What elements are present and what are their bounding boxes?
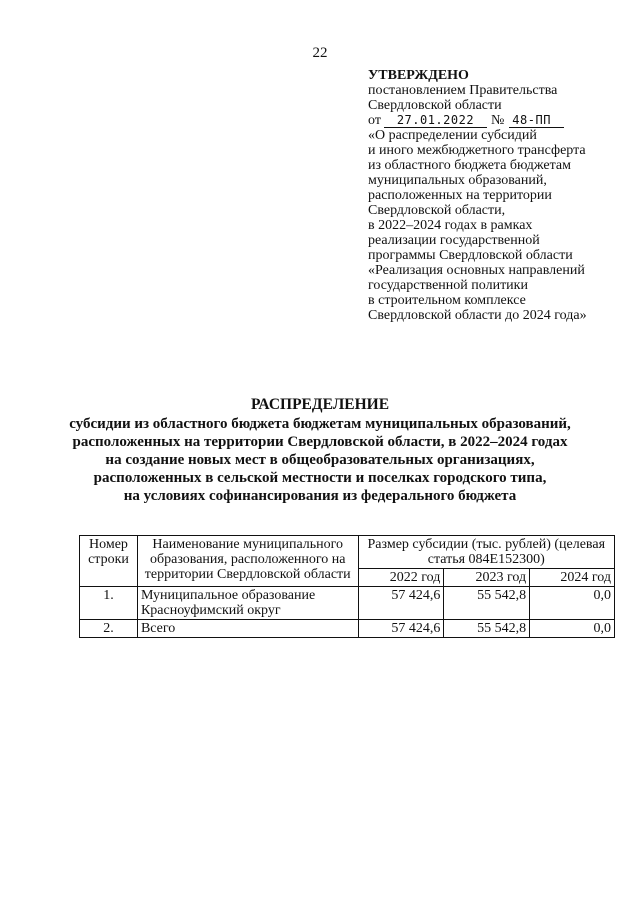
approval-subject-line: «О распределении субсидий: [368, 128, 537, 143]
row-value: 0,0: [530, 620, 615, 638]
approval-line: Свердловской области: [368, 98, 502, 113]
row-value: 0,0: [530, 587, 615, 620]
subtitle-line: субсидии из областного бюджета бюджетам муниципальных образований,: [69, 416, 571, 432]
number-prefix: №: [490, 113, 505, 128]
subtitle-line: на условиях софинансирования из федерального бюджета: [123, 488, 517, 504]
header-year: 2022 год: [358, 569, 444, 587]
approval-date: 27.01.2022: [384, 114, 487, 128]
approval-subject-line: «Реализация основных направлений: [368, 263, 585, 278]
row-value: 55 542,8: [444, 620, 530, 638]
approval-date-line: [368, 113, 630, 128]
subsidy-table: [79, 535, 615, 638]
approval-subject-line: Свердловской области до 2024 года»: [368, 308, 587, 323]
row-value: 55 542,8: [444, 587, 530, 620]
table-row-total: [80, 620, 615, 638]
approval-subject-line: из областного бюджета бюджетам: [368, 158, 571, 173]
row-name: Муниципальное образование Красноуфимский округ: [137, 587, 358, 620]
approval-subject-line: в строительном комплексе: [368, 293, 526, 308]
approval-number: 48-ПП: [509, 114, 564, 128]
date-prefix: от: [368, 113, 381, 128]
heading: РАСПРЕДЕЛЕНИЕ: [250, 396, 390, 413]
approval-subject-line: муниципальных образований,: [368, 173, 547, 188]
approval-block: [368, 68, 630, 323]
row-number: 2.: [80, 620, 138, 638]
subtitle-line: расположенных в сельской местности и поселках городского типа,: [93, 470, 547, 486]
approval-subject-line: реализации государственной: [368, 233, 540, 248]
row-number: 1.: [80, 587, 138, 620]
subtitle-line: расположенных на территории Свердловской области, в 2022–2024 годах: [72, 434, 568, 450]
row-value: 57 424,6: [358, 620, 444, 638]
approval-subject-line: и иного межбюджетного трансферта: [368, 143, 586, 158]
header-municipality: Наименование муниципального образования, расположенного на территории Свердловской области: [137, 536, 358, 587]
approval-subject-line: расположенных на территории: [368, 188, 552, 203]
table-header-row: [80, 536, 615, 569]
approval-line: постановлением Правительства: [368, 83, 558, 98]
header-row-number: Номер строки: [80, 536, 138, 587]
approval-subject-line: программы Свердловской области: [368, 248, 573, 263]
approval-subject-line: государственной политики: [368, 278, 528, 293]
subtitle-line: на создание новых мест в общеобразовательных организациях,: [105, 452, 535, 468]
header-year: 2023 год: [444, 569, 530, 587]
header-subsidy-amount: Размер субсидии (тыс. рублей) (целевая статья 084Е152300): [358, 536, 614, 569]
table-row: [80, 587, 615, 620]
row-value: 57 424,6: [358, 587, 444, 620]
document-title: [0, 396, 640, 505]
row-name: Всего: [137, 620, 358, 638]
header-year: 2024 год: [530, 569, 615, 587]
approval-subject-line: в 2022–2024 годах в рамках: [368, 218, 533, 233]
page-number: 22: [312, 45, 328, 61]
approval-subject-line: Свердловской области,: [368, 203, 506, 218]
approval-title: УТВЕРЖДЕНО: [368, 68, 469, 83]
